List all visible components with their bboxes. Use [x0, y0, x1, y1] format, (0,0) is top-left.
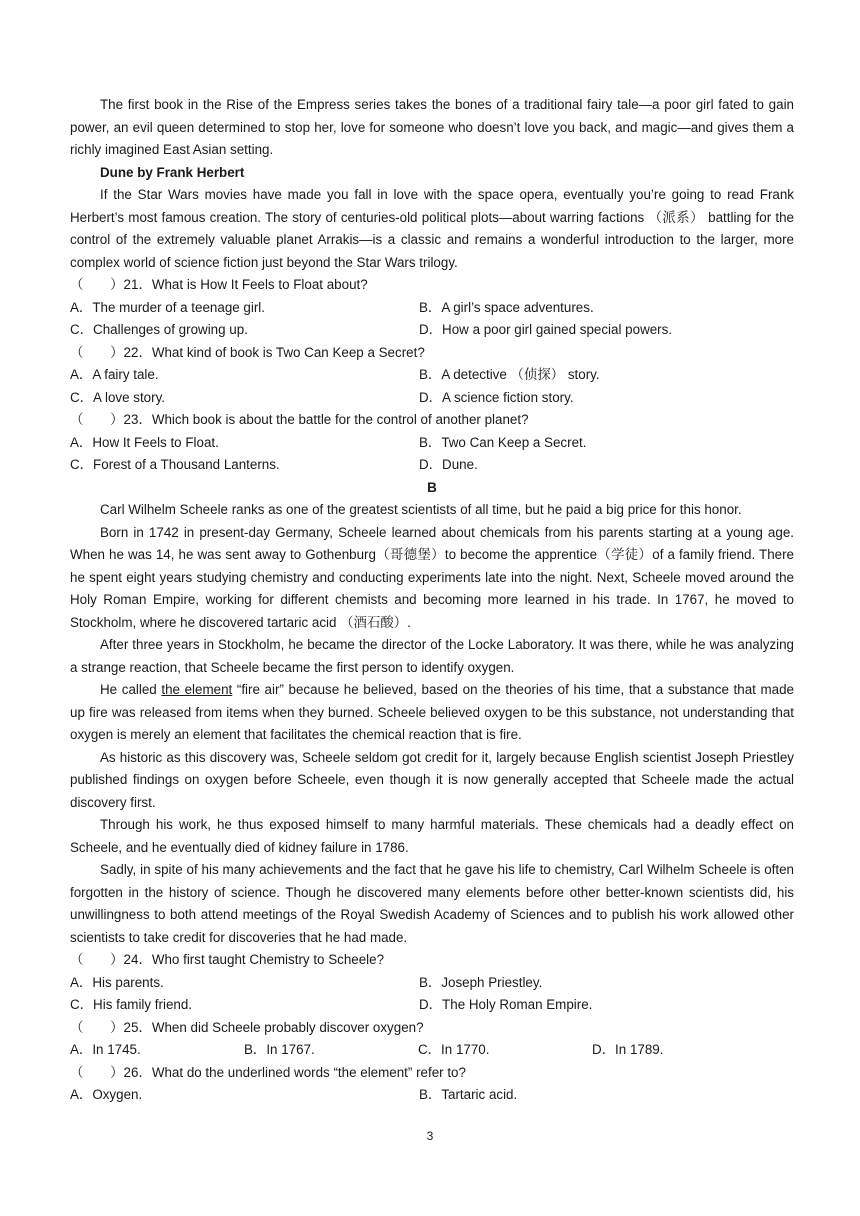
question-24-stem: （ ）24．Who first taught Chemistry to Scheele?	[70, 952, 385, 967]
option-21-a: A．The murder of a teenage girl.	[70, 299, 266, 315]
question-25-options	[70, 1039, 794, 1062]
question-22-stem: （ ）22．What kind of book is Two Can Keep a Secret?	[70, 344, 425, 360]
option-21-d: D．How a poor girl gained special powers.	[419, 322, 673, 337]
option-24-d: D．The Holy Roman Empire.	[419, 997, 593, 1012]
question-24-options-2	[70, 994, 794, 1017]
paragraph-dune: If the Star Wars movies have made you fall in love with the space opera, eventually you’re going to read Frank Herbert’s most famous creation. The story of centuries-old political plots—about warring factions （派系） battling for the control of the extremely valuable planet Arrakis—is a classic and remains a wonderful introduction to the larger, more complex world of science fiction just beyond the Star Wars trilogy.	[70, 187, 794, 270]
paragraph-b4-post: “fire air” because he believed, based on the theories of his time, that a substance that made up fire was released from items when they burned. Scheele believed oxygen to be this substance, not understanding that oxygen is merely an element that facilitates the chemical reaction that is fire.	[70, 682, 794, 742]
underlined-the-element: the element	[161, 682, 233, 697]
question-22-options-2	[70, 387, 794, 410]
question-21-stem: （ ）21．What is How It Feels to Float about?	[70, 277, 368, 292]
option-26-b: B．Tartaric acid.	[419, 1087, 518, 1102]
option-24-b: B．Joseph Priestley.	[419, 974, 543, 990]
paragraph-b4-pre: He called	[100, 682, 162, 697]
option-24-a: A．His parents.	[70, 974, 164, 990]
question-22-options	[70, 364, 794, 387]
paragraph-b7: Sadly, in spite of his many achievements and the fact that he gave his life to chemistry, Carl Wilhelm Scheele is often forgotten in the history of science. Though he discovered many elements before other better-known scientists did, his unwillingness to both attend meetings of the Royal Swedish Academy of Sciences and to publish his work allowed other scientists to take credit for discoveries that he had made.	[70, 862, 794, 945]
option-23-b: B．Two Can Keep a Secret.	[419, 434, 587, 450]
option-25-c: C．In 1770.	[418, 1042, 490, 1057]
paragraph-b3: After three years in Stockholm, he became the director of the Locke Laboratory. It was there, while he was analyzing a strange reaction, that Scheele became the first person to identify oxygen.	[70, 637, 794, 675]
paragraph-b6: Through his work, he thus exposed himself to many harmful materials. These chemicals had a deadly effect on Scheele, and he eventually died of kidney failure in 1786.	[70, 817, 794, 855]
option-21-b: B．A girl’s space adventures.	[419, 299, 594, 315]
option-23-c: C．Forest of a Thousand Lanterns.	[70, 457, 280, 472]
question-21-options-2	[70, 319, 794, 342]
question-24-options	[70, 972, 794, 995]
option-25-b: B．In 1767.	[244, 1042, 315, 1057]
question-23-options	[70, 432, 794, 455]
question-23-stem: （ ）23．Which book is about the battle for the control of another planet?	[70, 412, 529, 427]
question-21-options	[70, 297, 794, 320]
paragraph-b2: Born in 1742 in present-day Germany, Scheele learned about chemicals from his parents starting at a young age. When he was 14, he was sent away to Gothenburg（哥德堡）to become the apprentice（学徒）of a family friend. There he spent eight years studying chemistry and conducting experiments late into the night. Next, Scheele moved around the Holy Roman Empire, working for different chemists and becoming more learned in his trade. In 1767, he moved to Stockholm, where he discovered tartaric acid （酒石酸）.	[70, 524, 794, 630]
option-21-c: C．Challenges of growing up.	[70, 322, 248, 337]
option-25-a: A．In 1745.	[70, 1042, 141, 1057]
paragraph-empress: The first book in the Rise of the Empress series takes the bones of a traditional fairy tale—a poor girl fated to gain power, an evil queen determined to stop her, love for someone who doesn’t love you back, and magic—and gives them a richly imagined East Asian setting.	[70, 97, 794, 157]
page-number: 3	[426, 1129, 434, 1143]
option-22-c: C．A love story.	[70, 389, 166, 405]
paragraph-b4	[70, 679, 794, 747]
section-label-b: B	[427, 479, 437, 495]
paragraph-b1: Carl Wilhelm Scheele ranks as one of the greatest scientists of all time, but he paid a big price for this honor.	[100, 502, 742, 517]
document-page	[70, 94, 794, 1107]
option-23-d: D．Dune.	[419, 457, 478, 472]
option-26-a: A．Oxygen.	[70, 1087, 143, 1102]
option-22-a: A．A fairy tale.	[70, 367, 159, 382]
question-25-stem: （ ）25．When did Scheele probably discover oxygen?	[70, 1019, 424, 1035]
question-26-options	[70, 1084, 794, 1107]
option-23-a: A．How It Feels to Float.	[70, 434, 219, 450]
option-22-d: D．A science fiction story.	[419, 389, 574, 405]
option-22-b: B．A detective （侦探） story.	[419, 367, 600, 382]
dune-heading: Dune by Frank Herbert	[100, 164, 245, 180]
question-23-options-2	[70, 454, 794, 477]
option-25-d: D．In 1789.	[592, 1042, 664, 1057]
question-26-stem: （ ）26．What do the underlined words “the element” refer to?	[70, 1064, 466, 1080]
option-24-c: C．His family friend.	[70, 997, 193, 1012]
paragraph-b5: As historic as this discovery was, Scheele seldom got credit for it, largely because English scientist Joseph Priestley published findings on oxygen before Scheele, even though it is now generally accepted that Scheele made the actual discovery first.	[70, 749, 794, 810]
